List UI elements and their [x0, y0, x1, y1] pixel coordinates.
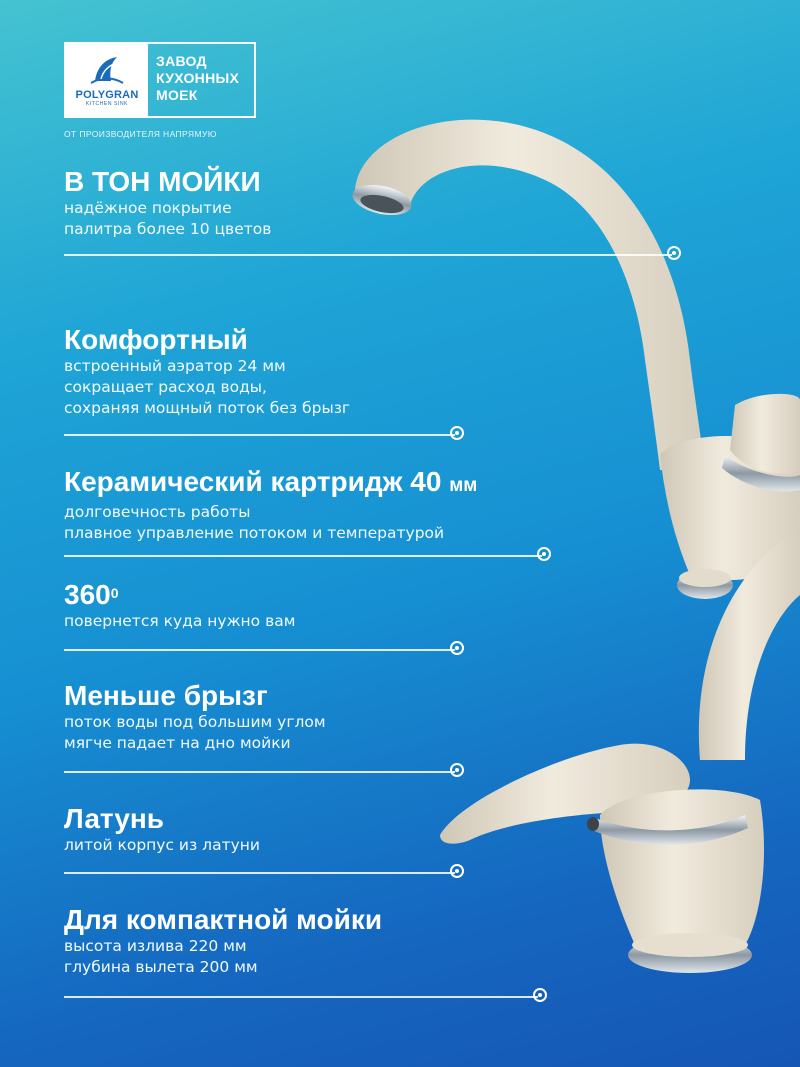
feature-title: В ТОН МОЙКИ [64, 166, 261, 197]
logo-line-2: КУХОННЫХ [156, 70, 240, 86]
callout-line [64, 555, 542, 557]
logo-mark [66, 44, 148, 116]
tagline: ОТ ПРОИЗВОДИТЕЛЯ НАПРЯМУЮ [64, 129, 217, 139]
feature-line: встроенный аэратор 24 мм [64, 357, 286, 375]
logo-line-3: МОЕК [156, 87, 198, 103]
feature-title-text: 360 [64, 579, 111, 610]
callout-dot-icon [533, 988, 547, 1002]
logo-brand-name: POLYGRAN [75, 89, 139, 101]
feature-line: глубина вылета 200 мм [64, 958, 258, 976]
feature-comfort [64, 324, 350, 419]
feature-line: надёжное покрытие [64, 199, 232, 217]
callout-dot-icon [667, 246, 681, 260]
feature-title: Латунь [64, 803, 165, 834]
feature-less-splash [64, 680, 326, 754]
feature-color-match [64, 166, 271, 240]
feature-title: Комфортный [64, 324, 248, 355]
logo-brand-sub: KITCHEN SINK [85, 101, 129, 107]
feature-line: долговечность работы [64, 503, 251, 521]
feature-rotation [64, 579, 295, 632]
feature-line: сокращает расход воды, [64, 378, 267, 396]
lower-body [600, 789, 764, 945]
feature-line: плавное управление потоком и температурой [64, 524, 445, 542]
logo-line-1: ЗАВОД [156, 53, 207, 69]
feature-title [64, 466, 477, 502]
feature-title: Для компактной мойки [64, 904, 383, 935]
wave-logo-icon [87, 53, 127, 87]
feature-title-unit: мм [449, 475, 478, 496]
feature-compact [64, 904, 382, 978]
feature-line: высота излива 220 мм [64, 937, 247, 955]
callout-dot-icon [450, 763, 464, 777]
callout-line [64, 254, 672, 256]
feature-line: повернется куда нужно вам [64, 612, 296, 630]
callout-dot-icon [537, 547, 551, 561]
callout-line [64, 996, 538, 998]
feature-line: палитра более 10 цветов [64, 220, 272, 238]
feature-line: сохраняя мощный поток без брызг [64, 399, 351, 417]
feature-brass [64, 803, 260, 856]
upper-spout [355, 120, 705, 470]
callout-line [64, 872, 455, 874]
callout-dot-icon [450, 426, 464, 440]
callout-dot-icon [450, 864, 464, 878]
feature-title [64, 579, 295, 611]
feature-line: литой корпус из латуни [64, 836, 260, 854]
logo-text [148, 44, 254, 116]
callout-line [64, 771, 455, 773]
feature-title: Меньше брызг [64, 680, 268, 711]
callout-dot-icon [450, 641, 464, 655]
feature-line: мягче падает на дно мойки [64, 734, 291, 752]
feature-line: поток воды под большим углом [64, 713, 326, 731]
logo [64, 42, 256, 118]
feature-title-sup: 0 [110, 585, 119, 601]
feature-title-text: Керамический картридж 40 [64, 466, 442, 497]
callout-line [64, 649, 455, 651]
callout-line [64, 434, 455, 436]
feature-cartridge [64, 466, 477, 544]
